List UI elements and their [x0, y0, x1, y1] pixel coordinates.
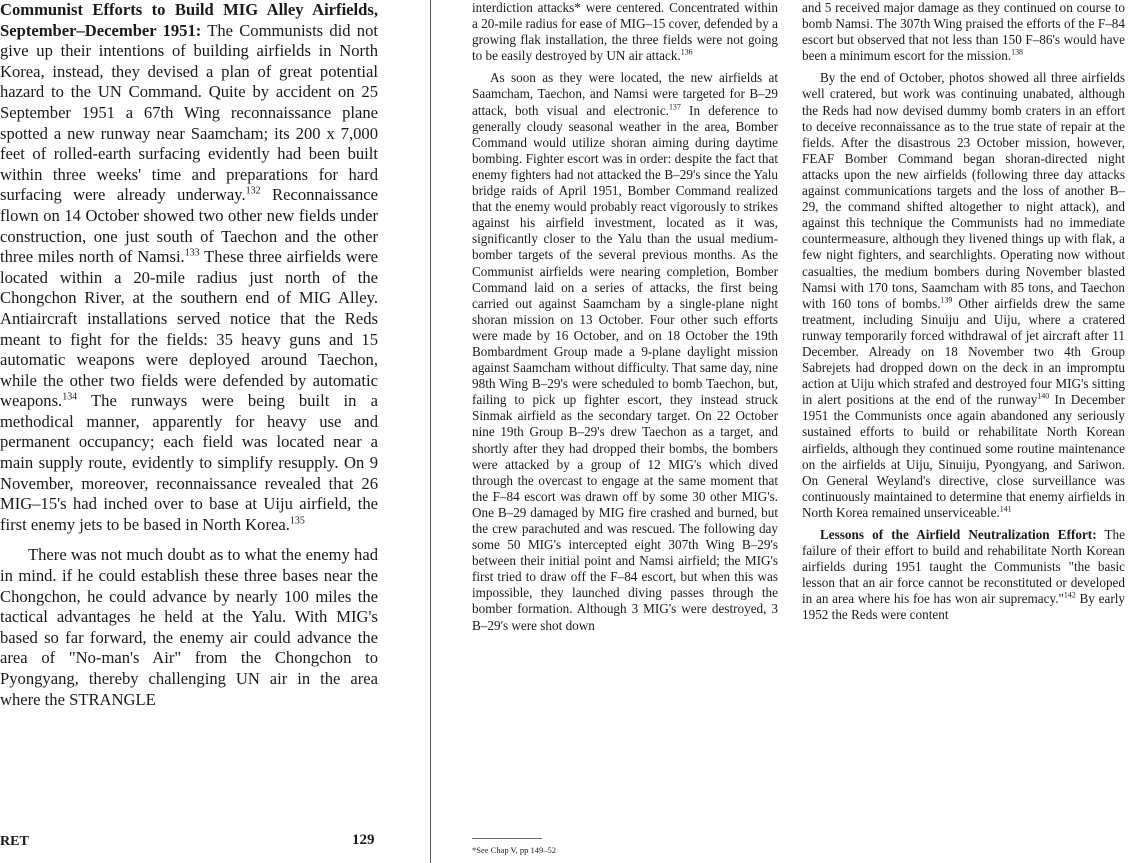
paragraph-interdiction: interdiction attacks* were centered. Concentrated within a 20-mile radius for ease of MIG–15 cover, defended by a growing flak installation, the three fields were not going to be easily destroyed by UN air attack.$^{136}$ — [472, 0, 778, 64]
footnote-ref: 134 — [62, 391, 78, 403]
footnote-ref: 133 — [184, 247, 200, 259]
footnote-ref: 135 — [289, 515, 305, 527]
gutter-rule — [430, 0, 431, 863]
page-number: 129 — [352, 832, 375, 848]
right-column — [802, 0, 1125, 624]
footnote-ref: 139 — [940, 295, 953, 305]
paragraph-night-attacks: By the end of October, photos showed all three airfields well cratered, but work was continuing unabated, although the Reds had now devised dummy bomb craters in an effort to deceive reconnaissance as to the true state of repair at the fields. After the disastrous 23 October mission, however, FEAF Bomber Command began shoran-directed night attacks upon the new airfields (following three day attacks against communications targets and the loss of another B–29, the command shifted altogether to night attack), and against this technique the Communists had no immediate countermeasure, although they livened things up with flak, a few night fighters, and searchlights. Operating now without casualties, the medium bombers during November blasted Namsi with 170 tons, Saamcham with 85 tons, and Taechon with 160 tons of bombs.$^{139}$ Other airfields drew the same treatment, including Sinuiju and Uiju, where a cratered runway temporarily forced withdrawal of jet aircraft after 11 December. Already on 18 November two 4th Group Sabrejets had dropped down on the deck in an impromptu action at Uiju which strafed and destroyed four MIG's sitting in alert positions at the end of the runway$^{140}$ In December 1951 the Communists once again abandoned any seriously sustained efforts to build or rehabilitate North Korean airfields, although they continued some routine maintenance on the airfields at Uiju, Sinuiju, Pyongyang, and Sariwon. On General Weyland's directive, close surveillance was continuously maintained to determine that enemy airfields in North Korea remained unserviceable.$^{141}$ — [802, 70, 1125, 520]
paragraph-b29-attacks: As soon as they were located, the new airfields at Saamcham, Taechon, and Namsi were targeted for B–29 attack, both visual and electronic.$^{137}$ In deference to generally cloudy seasonal weather in the area, Bomber Command would utilize shoran aiming during daytime bombing. Fighter escort was in order: despite the fact that enemy fighters had not attacked the B–29's since the Yalu bridge raids of April 1951, Bomber Command realized that the enemy would probably react vigorously to strikes against his airfield investment, located as it was, significantly closer to the Yalu than the usual medium-bomber targets of the several previous months. As the Communist airfields were nearing completion, Bomber Command laid on a series of attacks, the first being carried out against Saamcham by a single-plane night shoran mission on 13 October. Four other such efforts were made by 16 October, and on 18 October the 19th Bombardment Group made a 9-plane daylight mission against Saamcham without difficulty. That same day, nine 98th Wing B–29's were scheduled to bomb Taechon, but, failing to pick up fighter escort, they instead struck Sinmak airfield as the secondary target. On 22 October nine 19th Group B–29's drew Taechon as a target, and shortly after they had dropped their bombs, the bombers were attacked by a group of 12 MIG's which dived through the overcast to engage at the same moment that the F–84 escort was drawn off by some 30 other MIG's. One B–29 damaged by MIG fire crashed and burned, but the crew parachuted and was rescued. The following day some 50 MIG's intercepted eight 307th Wing B–29's between their initial point and Namsi airfield; the MIG's first tried to draw off the F–84 escort, but when this was impossible, they launched diving passes through the bomber formation. Although 3 MIG's were destroyed, 3 B–29's were shot down — [472, 70, 778, 633]
footnote: *See Chap V, pp 149–52 — [472, 845, 556, 855]
footnote-ref: 137 — [668, 102, 681, 112]
footnote-ref: 140 — [1037, 391, 1050, 401]
paragraph-mig-alley-airfields: Communist Efforts to Build MIG Alley Airfields, September–December 1951: The Communists did not give up their intentions of building airfields in North Korea, instead, they devised a plan of great potential hazard to the UN Command. Quite by accident on 25 September 1951 a 67th Wing reconnaissance plane spotted a new runway near Saamcham; its 200 x 7,000 feet of rolled-earth surfacing evidently had been built within three weeks' time and preparations for hard surfacing were already underway.$^{132}$ Reconnaissance flown on 14 October showed two other new fields under construction, one just south of Taechon and the other three miles north of Namsi.$^{133}$ These three airfields were located within a 20-mile radius just north of the Chongchon River, at the southern end of MIG Alley. Antiaircraft installations served notice that the Reds meant to fight for the fields: 35 heavy guns and 15 automatic weapons were deployed around Taechon, while the other two fields were defended by automatic weapons.$^{134}$ The runways were being built in a methodical manner, apparently for heavy use and permanent occupancy; each field was located near a main supply route, evidently to simplify resupply. On 9 November, moreover, reconnaissance revealed that 26 MIG–15's had inched over to base at Uiju airfield, the first enemy jets to be based in North Korea.$^{135}$ — [0, 0, 378, 534]
footnote-ref: 142 — [1063, 590, 1076, 600]
middle-column — [472, 0, 778, 634]
paragraph-enemy-intent: There was not much doubt as to what the enemy had in mind. if he could establish these three bases near the Chongchon, he could advance by nearly 100 miles the tactical advantages he held at the Yalu. With MIG's based so far forward, the enemy air could advance the area of "No-man's Air" from the Chongchon to Pyongyang, thereby challenging UN air in the area where the STRANGLE — [0, 545, 378, 709]
footnote-ref: 132 — [245, 185, 261, 197]
section-heading: Lessons of the Airfield Neutralization Effort: — [820, 527, 1097, 542]
footnote-ref: 138 — [1011, 47, 1023, 57]
left-column — [0, 0, 378, 710]
footnote-ref: 136 — [680, 47, 693, 57]
classification-marking: RET — [0, 834, 29, 849]
paragraph-namsi-damage: and 5 received major damage as they continued on course to bomb Namsi. The 307th Wing praised the efforts of the F–84 escort but observed that not less than 150 F–86's would have been a minimum escort for the mission.$^{138}$ — [802, 0, 1125, 64]
footnote-rule — [472, 838, 542, 839]
footnote-ref: 141 — [999, 504, 1012, 514]
section-heading: Communist Efforts to Build MIG Alley Airfields, September–December 1951: — [0, 0, 378, 40]
paragraph-lessons: Lessons of the Airfield Neutralization Effort: The failure of their effort to build and rehabilitate North Korean airfields during 1951 taught the Communists "the basic lesson that an air force cannot be reconstituted or developed in an area where his foe has won air supremacy."$^{142}$ By early 1952 the Reds were content — [802, 527, 1126, 623]
